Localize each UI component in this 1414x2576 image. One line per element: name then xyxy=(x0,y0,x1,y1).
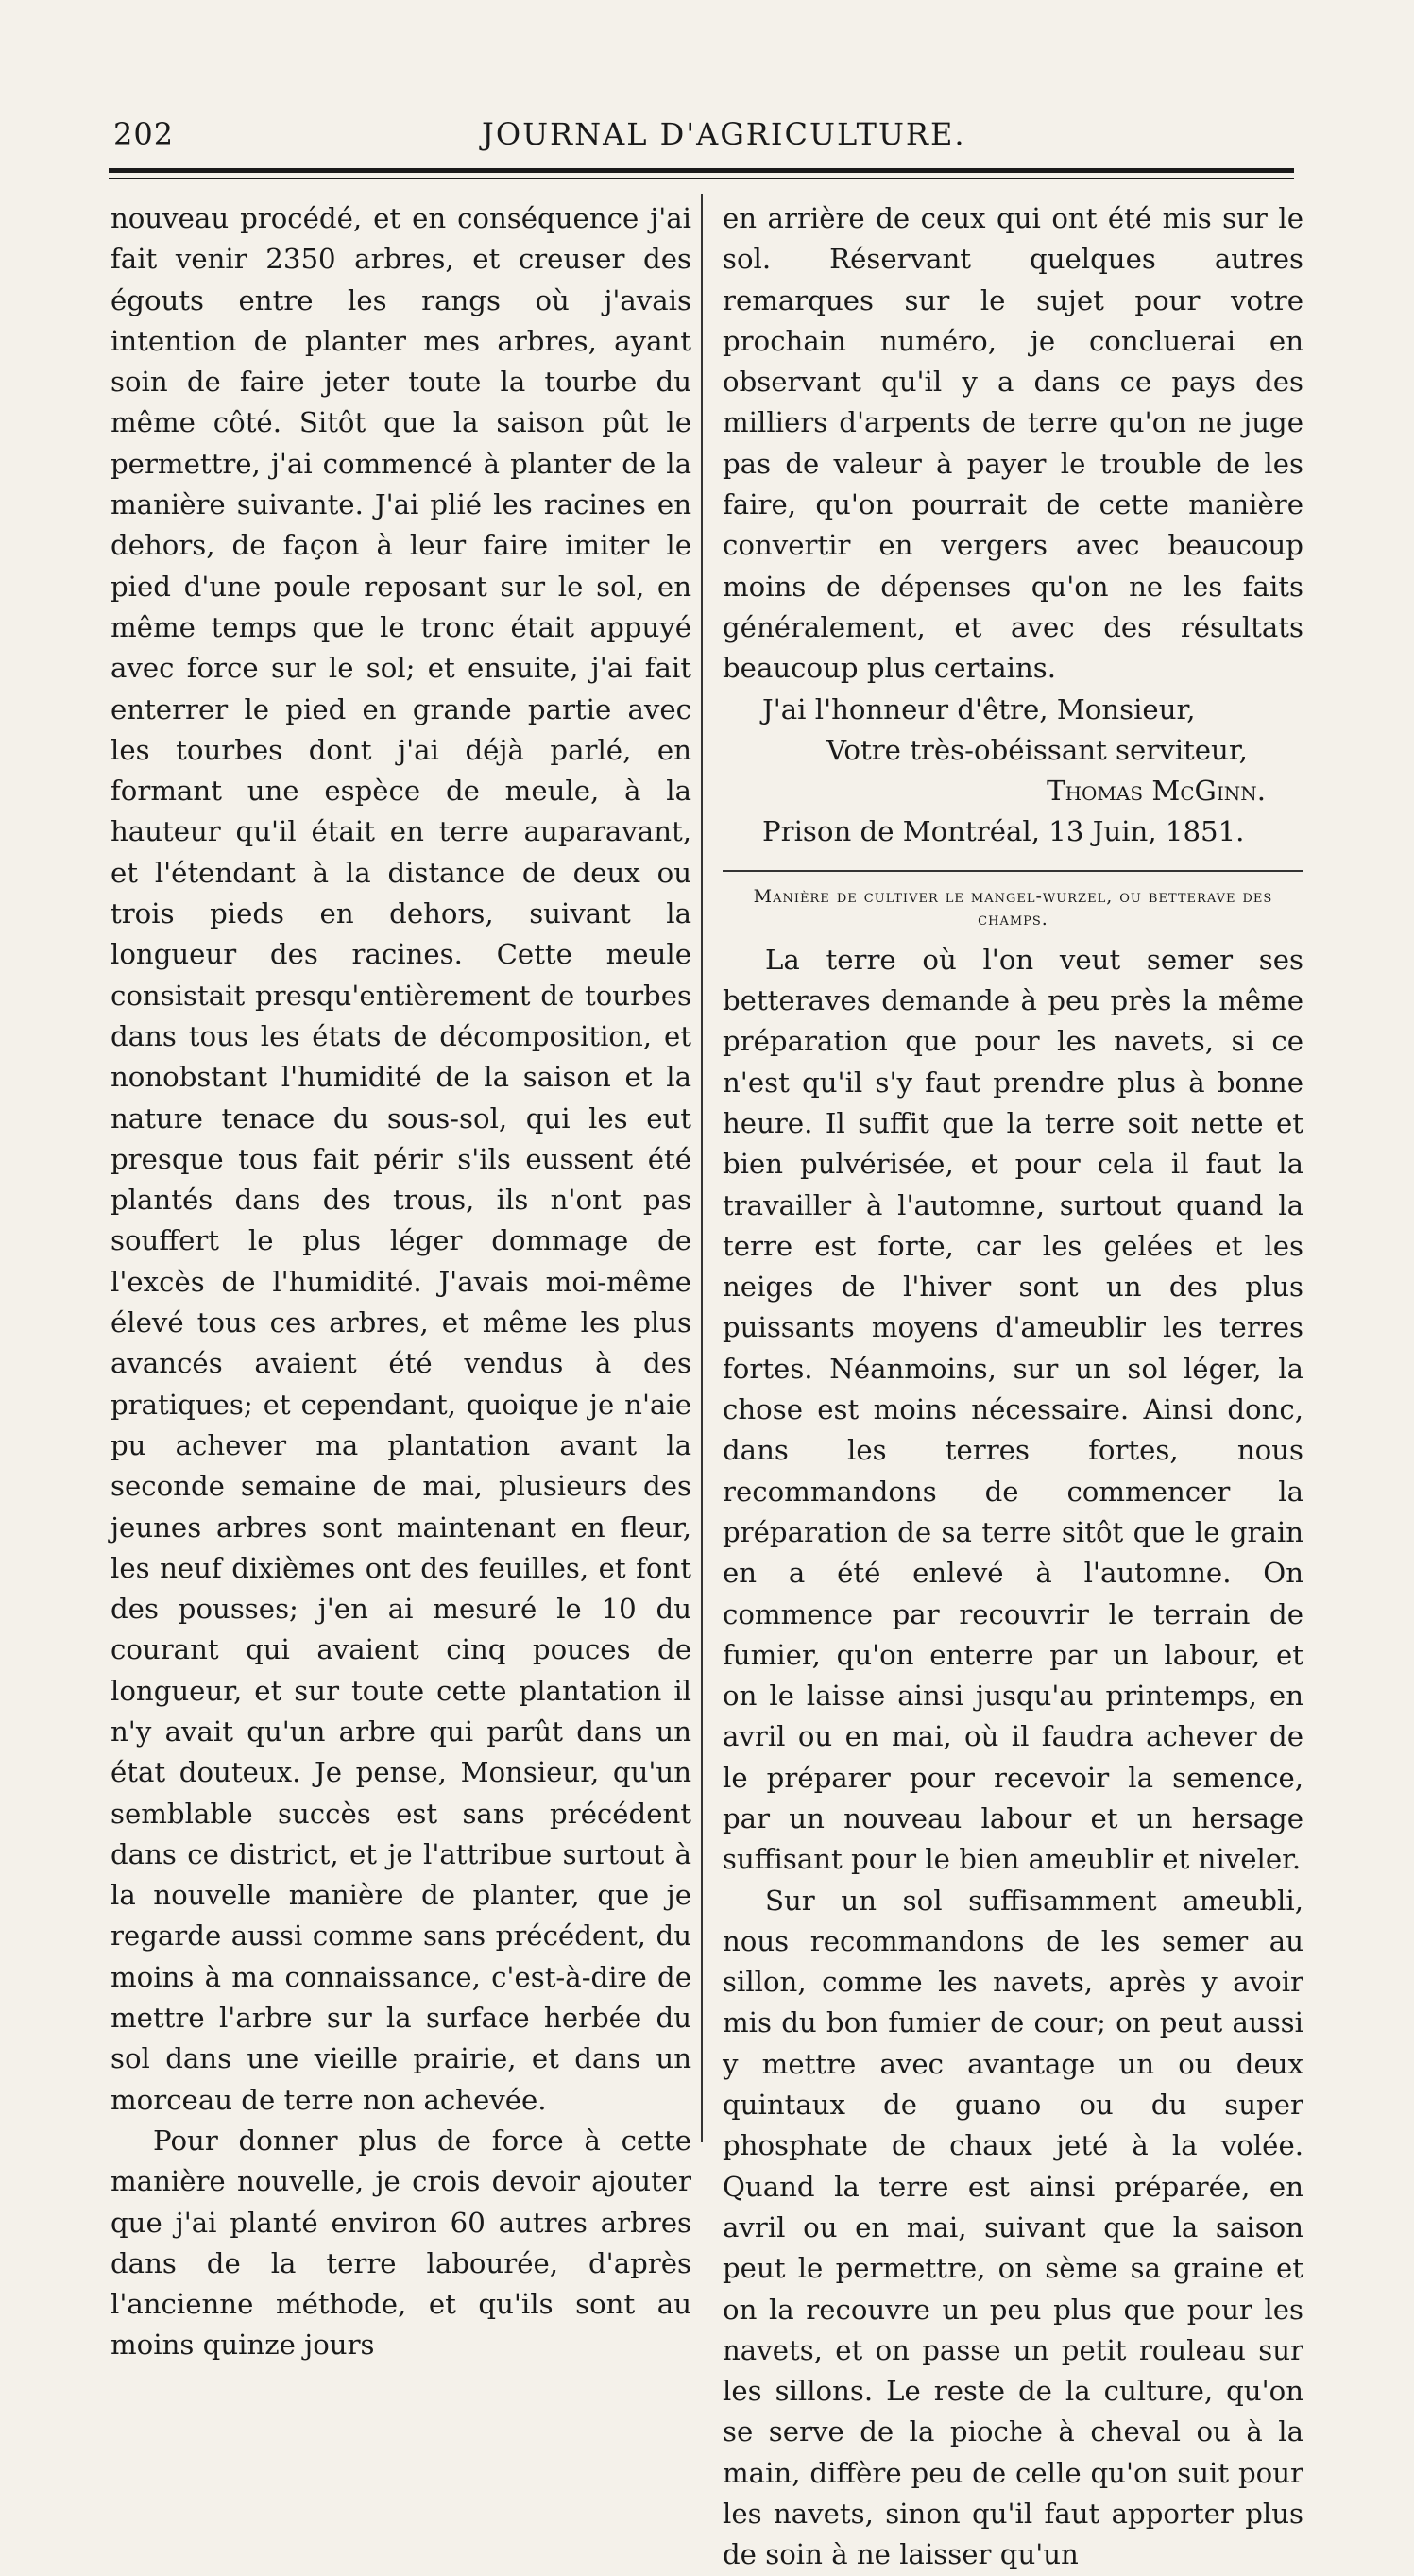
column-divider xyxy=(701,194,703,2142)
article-paragraph-2: Sur un sol suffisamment ameubli, nous recommandons de les semer au sillon, comme les navets, après y avoir mis du bon fumier de cour; on peut aussi y mettre avec avantage un ou deux quintaux de guano ou du super phosphate de chaux jeté à la volée. Quand la terre est ainsi préparée, en avril ou en mai, suivant que la saison peut le permettre, on sème sa graine et on la recouvre un peu plus que pour les navets, et on passe un petit rouleau sur les sillons. Le reste de la culture, qu'on se serve de la pioche à cheval ou à la main, diffère peu de celle qu'on suit pour les navets, sinon qu'il faut apporter plus de soin à ne laisser qu'un xyxy=(723,1884,1303,2571)
page-header xyxy=(104,109,1303,156)
letter-conclusion: en arrière de ceux qui ont été mis sur le sol. Réservant quelques autres remarques sur le sujet pour votre prochain numéro, je concluerai en observant qu'il y a dans ce pays des milliers d'arpents de terre qu'on ne juge pas de valeur à payer le trouble de les faire, qu'on pourrait de cette manière convertir en vergers avec beaucoup moins de dépenses qu'on ne les faits généralement, et avec des résultats beaucoup plus certains. xyxy=(723,202,1303,685)
header-rule-thick xyxy=(109,168,1294,173)
header-rule-thin xyxy=(109,178,1294,179)
article-separator xyxy=(723,870,1303,872)
letter-servant: Votre très-obéissant serviteur, xyxy=(826,733,1248,766)
left-paragraph-2: Pour donner plus de force à cette manière nouvelle, je crois devoir ajouter que j'ai planté environ 60 autres arbres dans de la terre labourée, d'après l'ancienne méthode, et qu'ils sont au moins quinze jours xyxy=(111,2124,691,2362)
page-number: 202 xyxy=(113,116,175,152)
article-paragraph-1: La terre où l'on veut semer ses betteraves demande à peu près la même préparation que pour les navets, si ce n'est qu'il s'y faut prendre plus à bonne heure. Il suffit que la terre soit nette et bien pulvérisée, et pour cela il faut la travailler à l'automne, surtout quand la terre est forte, car les gelées et les neiges de l'hiver sont un des plus puissants moyens d'ameublir les terres fortes. Néanmoins, sur un sol léger, la chose est moins nécessaire. Ainsi donc, dans les terres fortes, nous recommandons de commencer la préparation de sa terre sitôt que le grain en a été enlevé à l'automne. On commence par recouvrir le terrain de fumier, qu'on enterre par un labour, et on le laisse ainsi jusqu'au printemps, en avril ou en mai, où il faudra achever de le préparer pour recevoir la semence, par un nouveau labour et un hersage suffisant pour le bien ameublir et niveler. xyxy=(723,943,1303,1876)
letter-place-date: Prison de Montréal, 13 Juin, 1851. xyxy=(762,815,1245,848)
running-title: JOURNAL D'AGRICULTURE. xyxy=(482,116,966,152)
left-paragraph-1: nouveau procédé, et en conséquence j'ai fait venir 2350 arbres, et creuser des égouts entre les rangs où j'avais intention de planter mes arbres, ayant soin de faire jeter toute la tourbe du même côté. Sitôt que la saison pût le permettre, j'ai commencé à planter de la manière suivante. J'ai plié les racines en dehors, de façon à leur faire imiter le pied d'une poule reposant sur le sol, en même temps que le tronc était appuyé avec force sur le sol; et ensuite, j'ai fait enterrer le pied en grande partie avec les tourbes dont j'ai déjà parlé, en formant une espèce de meule, à la hauteur qu'il était en terre auparavant, et l'étendant à la distance de deux ou trois pieds en dehors, suivant la longueur des racines. Cette meule consistait presqu'entièrement de tourbes dans tous les états de décomposition, et nonobstant l'humidité de la saison et la nature tenace du sous-sol, qui les eut presque tous fait périr s'ils eussent été plantés dans des trous, ils n'ont pas souffert le plus léger dommage de l'excès de l'humidité. J'avais moi-même élevé tous ces arbres, et même les plus avancés avaient été vendus à des pratiques; et cependant, quoique je n'aie pu achever ma plantation avant la seconde semaine de mai, plusieurs des jeunes arbres sont maintenant en fleur, les neuf dixièmes ont des feuilles, et font des pousses; j'en ai mesuré le 10 du courant qui avaient cinq pouces de longueur, et sur toute cette plantation il n'y avait qu'un arbre qui parût dans un état douteux. Je pense, Monsieur, qu'un semblable succès est sans précédent dans ce district, et je l'attribue surtout à la nouvelle manière de planter, que je regarde aussi comme sans précédent, du moins à ma connaissance, c'est-à-dire de mettre l'arbre sur la surface herbée du sol dans une vieille prairie, et dans un morceau de terre non achevée. xyxy=(111,202,691,2116)
letter-closing: J'ai l'honneur d'être, Monsieur, xyxy=(762,692,1196,725)
right-column xyxy=(723,198,1303,2576)
letter-signature: Thomas McGinn. xyxy=(1047,775,1266,808)
left-column xyxy=(111,198,691,2366)
article-title: Manière de cultiver le mangel-wurzel, ou betterave des champs. xyxy=(753,885,1273,930)
